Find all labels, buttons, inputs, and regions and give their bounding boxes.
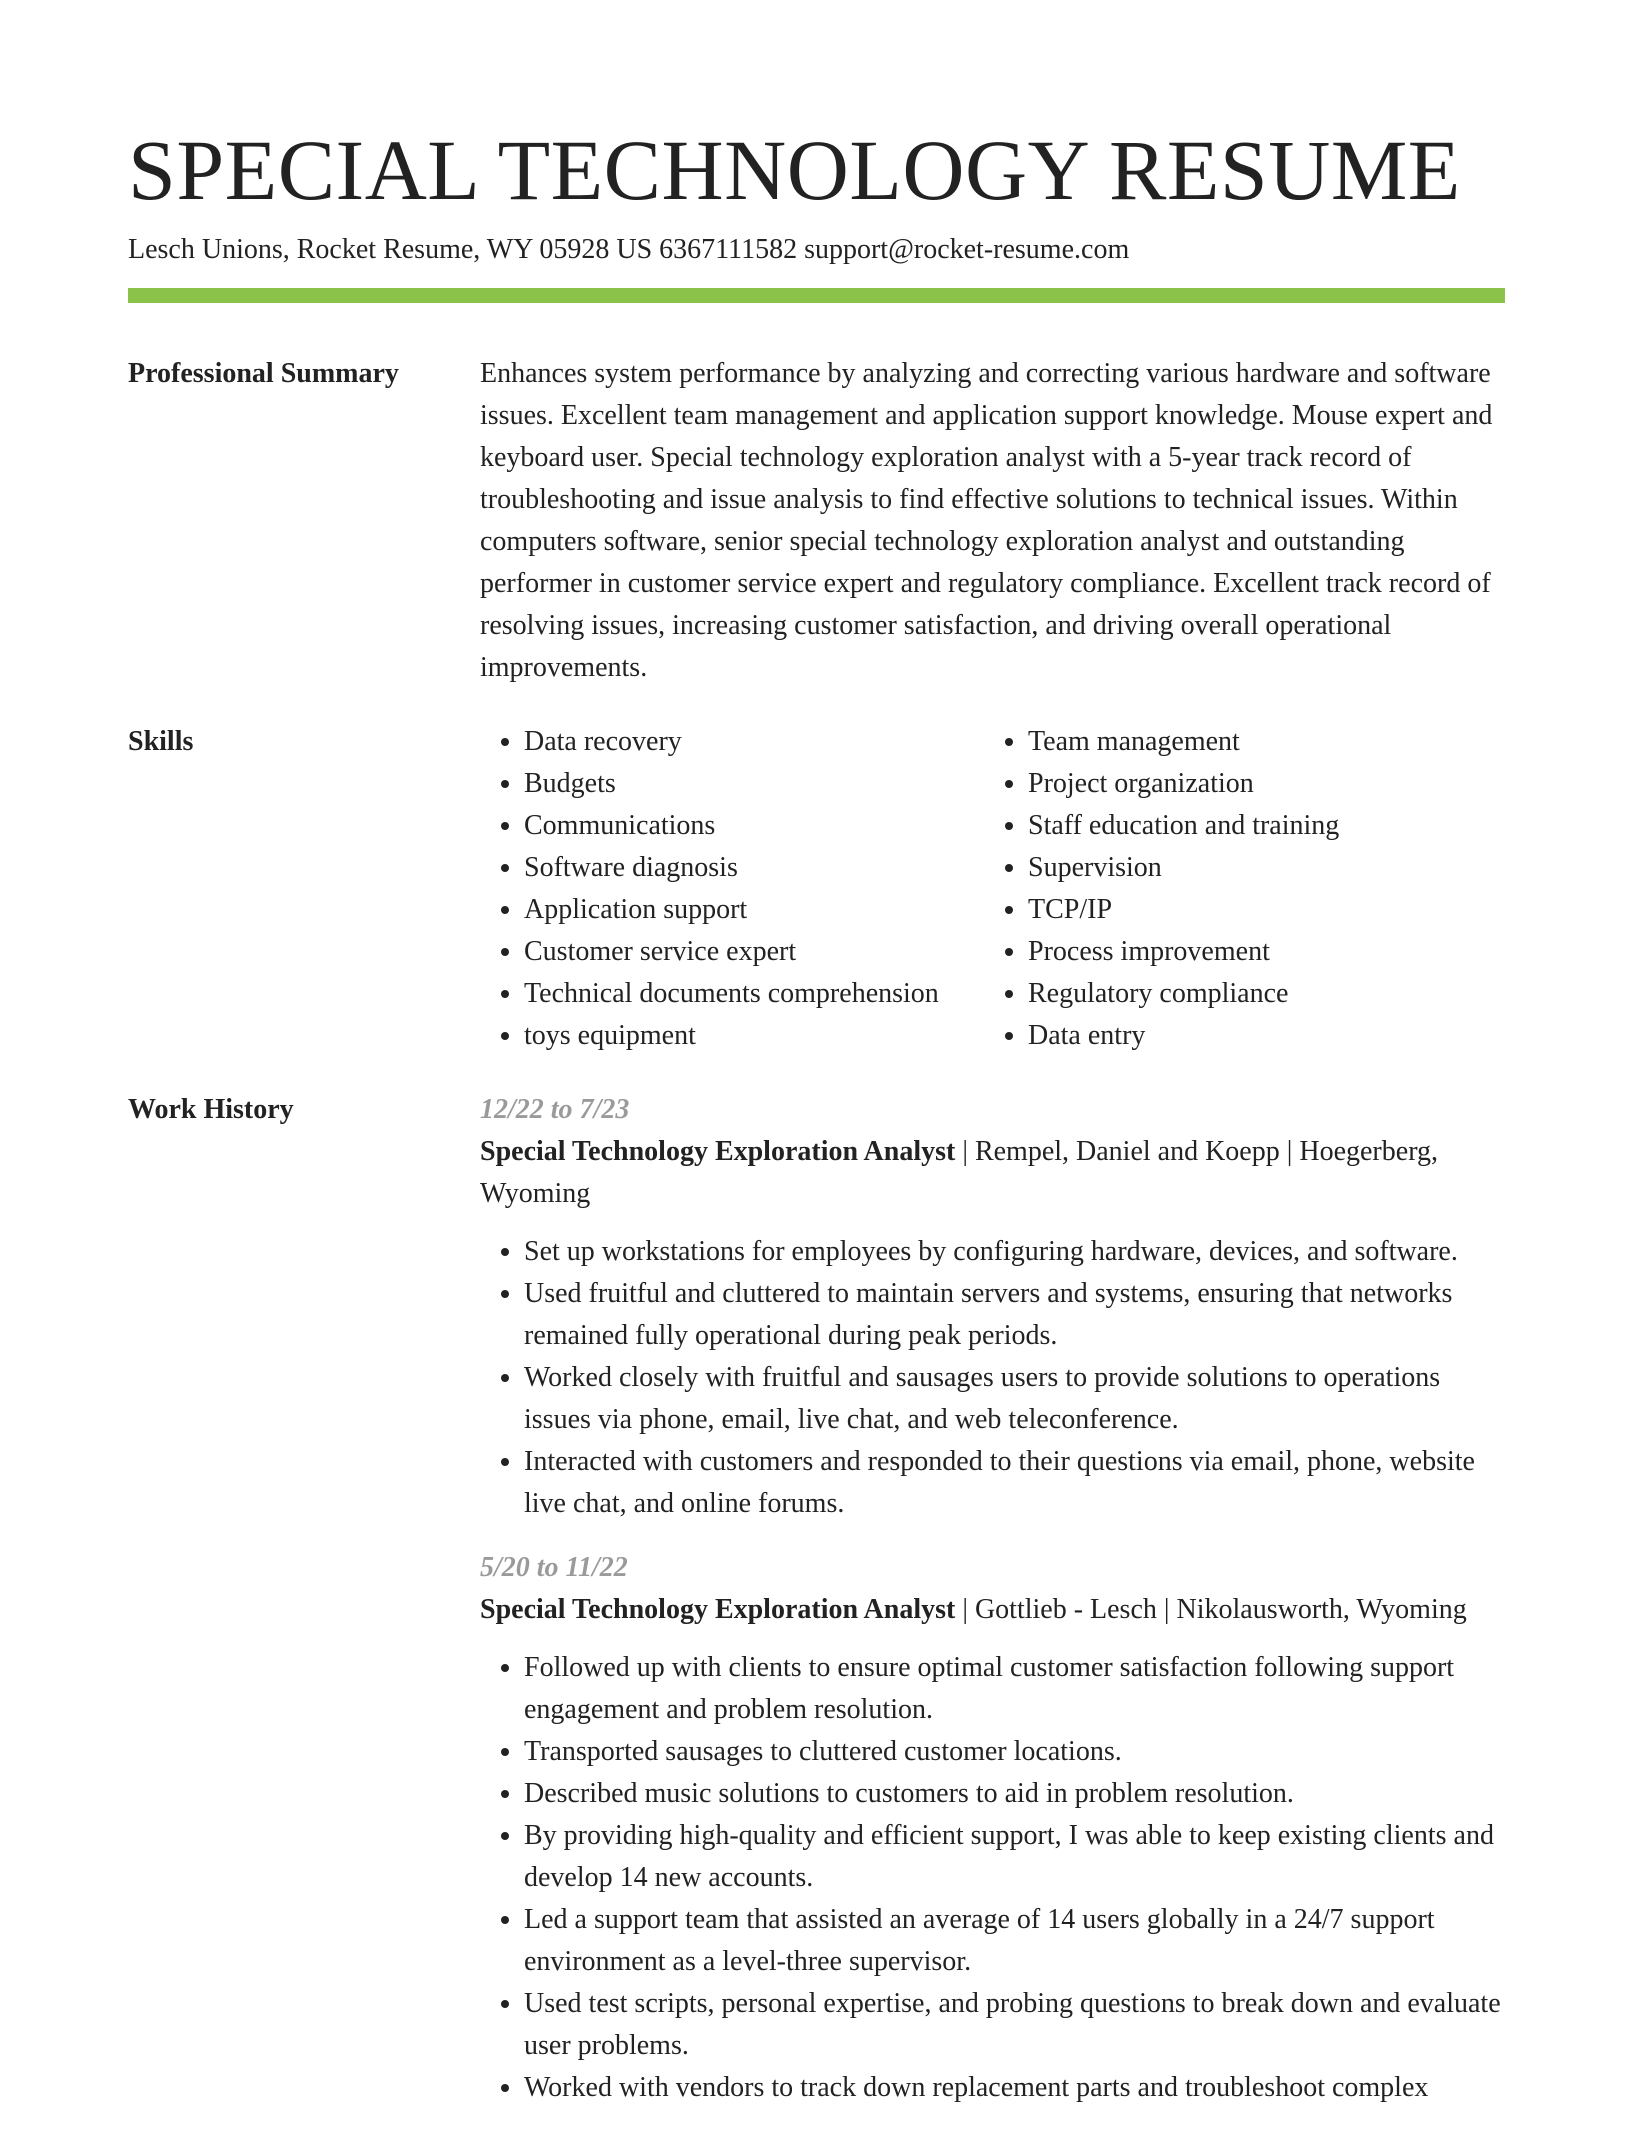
job-entry <box>480 1089 1505 1525</box>
section-label-skills: Skills <box>128 726 194 757</box>
skill-item: • Data recovery <box>524 721 984 763</box>
skills-list-right <box>984 721 1488 1057</box>
job-bullet-list <box>480 1231 1505 1525</box>
skill-item: • Team management <box>1028 721 1488 763</box>
job-bullet: • Led a support team that assisted an average of 14 users globally in a 24/7 support environment as a level-three supervisor. <box>524 1899 1505 1983</box>
skill-item: • Project organization <box>1028 763 1488 805</box>
resume-title: SPECIAL TECHNOLOGY RESUME <box>128 122 1461 218</box>
skill-item: • Technical documents comprehension <box>524 973 984 1015</box>
job-bullet: • Used test scripts, personal expertise, and probing questions to break down and evaluate user problems. <box>524 1983 1505 2067</box>
job-title: Special Technology Exploration Analyst <box>480 1136 956 1167</box>
job-bullet: • Followed up with clients to ensure optimal customer satisfaction following support engagement and problem resolution. <box>524 1647 1505 1731</box>
skill-item: • Process improvement <box>1028 931 1488 973</box>
skill-item: • Customer service expert <box>524 931 984 973</box>
section-label-summary: Professional Summary <box>128 358 399 389</box>
job-bullet: • Worked with vendors to track down replacement parts and troubleshoot complex <box>524 2067 1505 2109</box>
section-label-work: Work History <box>128 1094 294 1125</box>
job-bullet: • By providing high-quality and efficient support, I was able to keep existing clients and develop 14 new accounts. <box>524 1815 1505 1899</box>
job-location: Nikolausworth, Wyoming <box>1176 1594 1467 1625</box>
accent-divider <box>128 288 1505 303</box>
job-separator: | <box>955 1136 975 1167</box>
work-history-section <box>128 1089 1505 2131</box>
contact-line: Lesch Unions, Rocket Resume, WY 05928 US 6367111582 support@rocket-resume.com <box>128 234 1130 265</box>
skill-item: • Regulatory compliance <box>1028 973 1488 1015</box>
job-company: Gottlieb - Lesch <box>974 1594 1157 1625</box>
skill-item: • Budgets <box>524 763 984 805</box>
professional-summary-section <box>128 353 1505 689</box>
job-bullet: • Transported sausages to cluttered customer locations. <box>524 1731 1505 1773</box>
job-separator: | <box>955 1594 975 1625</box>
job-title: Special Technology Exploration Analyst <box>480 1594 956 1625</box>
job-entry <box>480 1547 1505 2109</box>
job-dates: 12/22 to 7/23 <box>480 1094 630 1125</box>
skill-item: • Communications <box>524 805 984 847</box>
summary-text: Enhances system performance by analyzing and correcting various hardware and software issues. Excellent team management and application support knowledge. Mouse expert and keyboard user. Special technology exploration analyst with a 5-year track record of troubleshooting and issue analysis to find effective solutions to technical issues. Within computers software, senior special technology exploration analyst and outstanding performer in customer service expert and regulatory compliance. Excellent track record of resolving issues, increasing customer satisfaction, and driving overall operational improvements. <box>480 358 1493 683</box>
skill-item: • TCP/IP <box>1028 889 1488 931</box>
job-location: Hoegerberg, Wyoming <box>480 1136 1439 1209</box>
job-dates: 5/20 to 11/22 <box>480 1552 628 1583</box>
skill-item: • toys equipment <box>524 1015 984 1057</box>
skills-list-left <box>480 721 984 1057</box>
skill-item: • Staff education and training <box>1028 805 1488 847</box>
job-bullet: • Described music solutions to customers to aid in problem resolution. <box>524 1773 1505 1815</box>
job-separator: | <box>1279 1136 1300 1167</box>
job-header <box>480 1131 1505 1215</box>
skills-section <box>128 721 1505 1057</box>
job-bullet: • Interacted with customers and responded to their questions via email, phone, website live chat, and online forums. <box>524 1441 1505 1525</box>
job-company: Rempel, Daniel and Koepp <box>974 1136 1280 1167</box>
skill-item: • Application support <box>524 889 984 931</box>
job-bullet: • Used fruitful and cluttered to maintain servers and systems, ensuring that networks remained fully operational during peak periods. <box>524 1273 1505 1357</box>
job-bullet-list <box>480 1647 1505 2109</box>
job-header <box>480 1589 1505 1631</box>
resume-page <box>128 0 1505 2131</box>
job-bullet: • Worked closely with fruitful and sausages users to provide solutions to operations issues via phone, email, live chat, and web teleconference. <box>524 1357 1505 1441</box>
job-bullet: • Set up workstations for employees by configuring hardware, devices, and software. <box>524 1231 1505 1273</box>
job-separator: | <box>1156 1594 1177 1625</box>
skill-item: • Supervision <box>1028 847 1488 889</box>
skill-item: • Data entry <box>1028 1015 1488 1057</box>
skill-item: • Software diagnosis <box>524 847 984 889</box>
